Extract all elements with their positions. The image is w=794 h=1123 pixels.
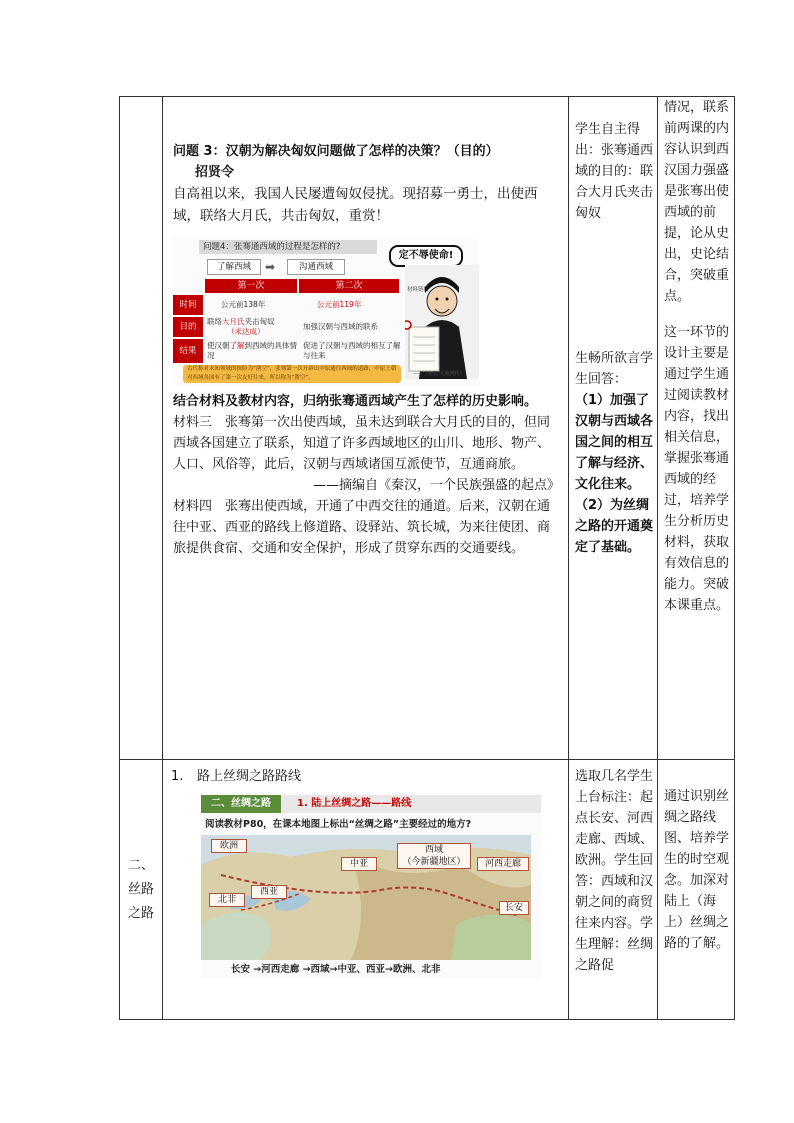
table-row — [120, 760, 735, 1020]
process-slide — [173, 237, 479, 385]
label-xiyu-a: 西域 — [424, 845, 443, 855]
answer-2: （2）为丝绸之路的开通奠定了基础。 — [575, 498, 654, 555]
arrow-right-icon: ➡ — [265, 260, 276, 274]
route-summary: 长安 →河西走廊 →西域→中亚、西亚→欧洲、北非 — [231, 964, 441, 975]
first-result-red: 解 — [237, 341, 245, 350]
material-3-source: ——摘编自《秦汉，一个民族强盛的起点》 — [312, 478, 560, 493]
label-central-asia: 中亚 — [341, 857, 377, 871]
first-purpose-b: 夹击匈奴 — [244, 317, 275, 326]
header-first: 第一次 — [205, 279, 297, 293]
second-time: 公元前119年 — [317, 300, 362, 309]
label-time: 时间 — [173, 295, 203, 315]
content-cell — [163, 760, 569, 1020]
student-conclusion: 学生自主得出：张骞通西域的目的：联合大月氏夹击匈奴 — [575, 122, 654, 221]
slide-subtitle: 1. 陆上丝绸之路——路线 — [297, 798, 412, 809]
figure-quote: ——《史记·大宛列传》 — [413, 371, 465, 377]
first-result — [205, 341, 301, 361]
header-second: 第二次 — [299, 279, 399, 293]
label-west-asia: 西亚 — [251, 885, 287, 899]
label-result: 结果 — [173, 339, 203, 363]
label-xiyu — [397, 843, 471, 869]
section-title-line1: 二、 — [127, 857, 154, 873]
design-intent-a: 情况，联系前两课的内容认识到西汉国力强盛是张骞出使西域的前提，论从史出，史论结合，突破重点。 — [664, 100, 730, 304]
portrait-icon — [405, 265, 479, 379]
label-north-africa: 北非 — [209, 893, 245, 907]
speech-bubble: 定不辱使命! — [389, 245, 463, 267]
student-activity-cell — [569, 760, 658, 1020]
student-activity-text: 选取几名学生上台标注：起点长安、河西走廊、西域、欧洲。学生回答：西域和汉朝之间的商贸往来内容。学生理解：丝绸之路促 — [575, 769, 654, 973]
first-purpose-c: （未达成） — [227, 327, 265, 336]
second-result: 促进了汉朝与西域的相互了解与往来 — [303, 341, 401, 360]
slide-banner-label: 二、丝绸之路 — [201, 795, 281, 813]
lesson-table — [119, 96, 735, 1020]
silk-road-slide — [201, 793, 541, 978]
material-4: 材料四 张骞出使西域，开通了中西交往的通道。后来，汉朝在通往中亚、西亚的路线上修道路、设驿站、筑长城，为来往使团、商旅提供食宿、交通和安全保护，形成了贯穿东西的交通要线。 — [173, 499, 551, 556]
notice-title: 招贤令 — [195, 165, 235, 180]
instruction-text: 结合材料及教材内容，归纳张骞通西域产生了怎样的历史影响。 — [173, 394, 538, 409]
section-title-line3: 之路 — [127, 905, 154, 921]
student-activity-cell — [569, 97, 658, 760]
table-row — [120, 97, 735, 760]
first-result-a: 使汉朝了 — [207, 341, 237, 350]
label-hexi: 河西走廊 — [477, 857, 529, 871]
route-item-title — [171, 766, 562, 787]
note-box: 古代称对未知领域的探险为“凿空”，张骞第一次开辟出中原通往西域的道路，中原王朝对西域各国有了第一次友好往来，所以称为“凿空”。 — [183, 365, 401, 383]
route-item-number: 1. — [171, 769, 184, 784]
label-europe: 欧洲 — [211, 839, 247, 853]
label-purpose: 目的 — [173, 317, 203, 337]
figure-label: 材料链接 — [407, 287, 430, 293]
first-result-b: 到西域的具体情况 — [207, 341, 297, 360]
content-cell — [163, 97, 569, 760]
silk-road-map — [201, 835, 531, 960]
design-intent-b: 这一环节的设计主要是通过学生通过阅读教材内容，找出相关信息，掌握张骞通西域的经过，培养学生分析历史材料，获取有效信息的能力。突破本课重点。 — [664, 325, 730, 613]
question-3: 问题 3：汉朝为解决匈奴问题做了怎样的决策？（目的） — [173, 144, 499, 159]
tag-understand-xiyu: 了解西域 — [207, 259, 261, 275]
second-purpose: 加强汉朝与西域的联系 — [303, 322, 378, 331]
tag-connect-xiyu: 沟通西域 — [287, 259, 345, 275]
answer-1: （1）加强了汉朝与西域各国之间的相互了解与经济、文化往来。 — [575, 393, 654, 492]
route-item-text: 路上丝绸之路路线 — [197, 769, 302, 784]
label-xiyu-b: （今新疆地区） — [402, 857, 466, 867]
notice-text: 自高祖以来，我国人民屡遭匈奴侵扰。现招募一勇士，出使西域，联络大月氏，共击匈奴，重赏！ — [173, 186, 538, 224]
slide-question-4: 问题4：张骞通西域的过程是怎样的? — [199, 240, 377, 254]
design-intent-text: 通过识别丝绸之路线图、培养学生的时空观念。加深对陆上（海上）丝绸之路的了解。 — [664, 789, 730, 951]
section-cell-empty — [120, 97, 163, 760]
first-purpose-red: 大月氏 — [222, 317, 245, 326]
first-purpose-a: 联络 — [207, 317, 222, 326]
design-intent-cell — [658, 97, 735, 760]
label-changan: 长安 — [499, 901, 529, 915]
section-cell-silk-road — [120, 760, 163, 1020]
zhang-qian-figure — [405, 265, 479, 379]
section-title-line2: 丝路 — [127, 881, 154, 897]
slide-question: 阅读教材P80，在课本地图上标出“丝绸之路”主要经过的地方? — [205, 819, 472, 830]
first-time: 公元前138年 — [221, 300, 266, 309]
first-purpose — [205, 317, 301, 337]
material-3: 材料三 张骞第一次出使西域，虽未达到联合大月氏的目的，但同西域各国建立了联系，知道了许多西域地区的山川、地形、物产、人口、风俗等，此后，汉朝与西域诸国互派使节，互通商旅。 — [173, 415, 551, 472]
design-intent-cell — [658, 760, 735, 1020]
student-discussion: 生畅所欲言学生回答： — [575, 351, 654, 387]
